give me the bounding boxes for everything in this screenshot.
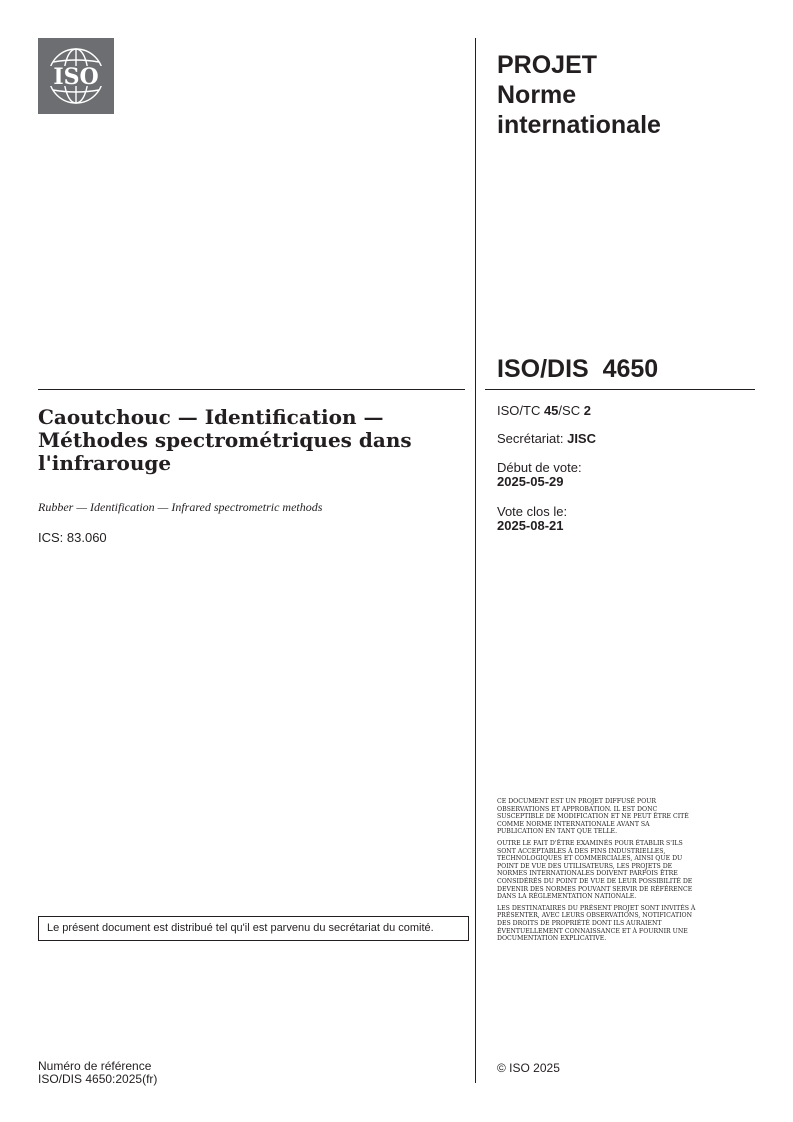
draft-notice-paragraph-2: OUTRE LE FAIT D'ÊTRE EXAMINÉS POUR ÉTABLIR S'ILS SONT ACCEPTABLES À DES FINS INDUSTRIELLES, TECHNOLOGIQUES ET COMMERCIALES, AINSI QUE DU POINT DE VUE DES UTILISATEURS, LES PROJETS DE NORMES INTERNATIONALES DOIVENT PARFOIS ÊTRE CONSIDÉRÉS DU POINT DE VUE DE LEUR POSSIBILITÉ DE DEVENIR DES NORMES POUVANT SERVIR DE RÉFÉRENCE DANS LA RÉGLEMENTATION NATIONALE. [497, 839, 693, 901]
vertical-divider [475, 38, 476, 1083]
vote-start [497, 461, 582, 489]
vote-end-label: Vote clos le: [497, 504, 568, 519]
sc-prefix: /SC [558, 403, 584, 418]
secretariat-value: JISC [567, 431, 596, 446]
tc-number: 45 [543, 403, 559, 418]
document-type-line-3: internationale [497, 111, 661, 139]
vote-end-date: 2025-08-21 [497, 518, 564, 533]
document-number: ISO/DIS 4650 [497, 355, 659, 383]
draft-notice-paragraph-3: LES DESTINATAIRES DU PRÉSENT PROJET SONT INVITÉS À PRÉSENTER, AVEC LEURS OBSERVATIONS, NOTIFICATION DES DROITS DE PROPRIÉTÉ DONT ILS AURAIENT ÉVENTUELLEMENT CONNAISSANCE ET À FOURNIR UNE DOCUMENTATION EXPLICATIVE. [497, 904, 696, 943]
document-type [497, 50, 757, 140]
distribution-note: Le présent document est distribué tel qu'il est parvenu du secrétariat du comité. [38, 916, 469, 941]
title-french: Caoutchouc — Identification — Méthodes spectrométriques dans l'infrarouge [38, 405, 412, 475]
reference-number [38, 1060, 157, 1086]
iso-logo [38, 38, 114, 114]
document-type-line-2: Norme [497, 81, 577, 109]
technical-committee [497, 404, 591, 418]
iso-logo-text: ISO [53, 64, 99, 90]
draft-notice [497, 798, 697, 947]
vote-start-date: 2025-05-29 [497, 474, 564, 489]
vote-start-label: Début de vote: [497, 460, 582, 475]
title-english: Rubber — Identification — Infrared spectrometric methods [38, 500, 323, 514]
reference-label: Numéro de référence [38, 1059, 152, 1073]
iso-globe-logo-icon [38, 38, 114, 114]
sc-number: 2 [583, 403, 591, 418]
ics-code: ICS: 83.060 [38, 530, 107, 545]
draft-notice-paragraph-1: CE DOCUMENT EST UN PROJET DIFFUSÉ POUR OBSERVATIONS ET APPROBATION. IL EST DONC SUSCEPTIBLE DE MODIFICATION ET NE PEUT ÊTRE CITÉ COMME NORME INTERNATIONALE AVANT SA PUBLICATION EN TANT QUE TELLE. [497, 798, 689, 836]
reference-value: ISO/DIS 4650:2025(fr) [38, 1072, 158, 1086]
document-type-line-1: PROJET [497, 51, 598, 79]
tc-prefix: ISO/TC [497, 403, 544, 418]
horizontal-divider-left [38, 389, 465, 390]
horizontal-divider-right [485, 389, 755, 390]
copyright: © ISO 2025 [497, 1061, 560, 1075]
secretariat-label: Secrétariat: [497, 431, 568, 446]
secretariat [497, 432, 596, 446]
vote-end [497, 505, 567, 533]
